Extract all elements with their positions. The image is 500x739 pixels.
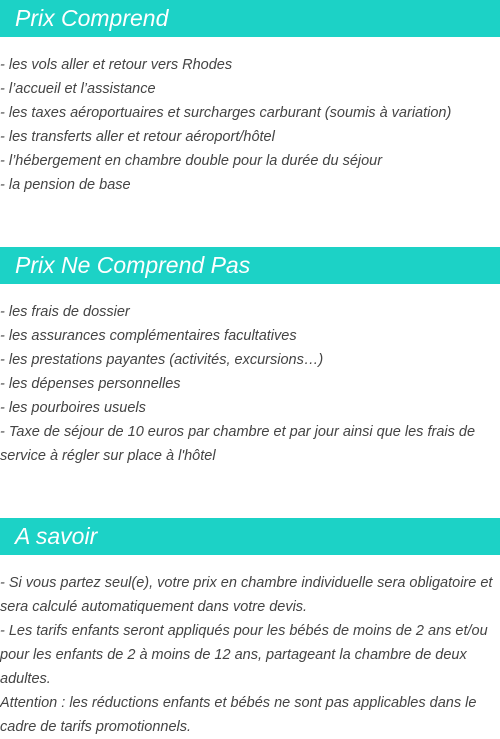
section-prix-ne-comprend-pas [0,247,500,468]
section-header-bar [0,0,500,37]
list-item: - Si vous partez seul(e), votre prix en chambre individuelle sera obligatoire et sera calculé automatiquement dans votre devis. [0,575,493,615]
list-item: - les transferts aller et retour aéroport/hôtel [0,129,275,145]
list-item: - les pourboires usuels [0,400,146,416]
list-item: - l’accueil et l’assistance [0,81,156,97]
section-prix-comprend [0,0,500,197]
list-item: - les assurances complémentaires facultatives [0,328,297,344]
list-item: - Taxe de séjour de 10 euros par chambre et par jour ainsi que les frais de service à régler sur place à l'hôtel [0,424,476,464]
section-a-savoir [0,518,500,739]
notes-list [0,571,500,739]
excluded-list [0,300,500,468]
list-item: - les vols aller et retour vers Rhodes [0,57,233,73]
list-item: - la pension de base [0,177,131,193]
section-header-bar [0,247,500,284]
list-item: - les frais de dossier [0,304,130,320]
section-title: Prix Comprend [15,5,169,31]
list-item: - les taxes aéroportuaires et surcharges carburant (soumis à variation) [0,105,452,121]
section-header-bar [0,518,500,555]
list-item: - les dépenses personnelles [0,376,181,392]
list-item: - les prestations payantes (activités, excursions…) [0,352,324,368]
included-list [0,53,500,197]
section-title: Prix Ne Comprend Pas [15,252,251,278]
list-item: - Les tarifs enfants seront appliqués pour les bébés de moins de 2 ans et/ou pour les enfants de 2 à moins de 12 ans, partageant la chambre de deux adultes. [0,623,488,687]
section-title: A savoir [15,523,98,549]
list-item: Attention : les réductions enfants et bébés ne sont pas applicables dans le cadre de tarifs promotionnels. [0,695,477,735]
list-item: - l’hébergement en chambre double pour la durée du séjour [0,153,383,169]
